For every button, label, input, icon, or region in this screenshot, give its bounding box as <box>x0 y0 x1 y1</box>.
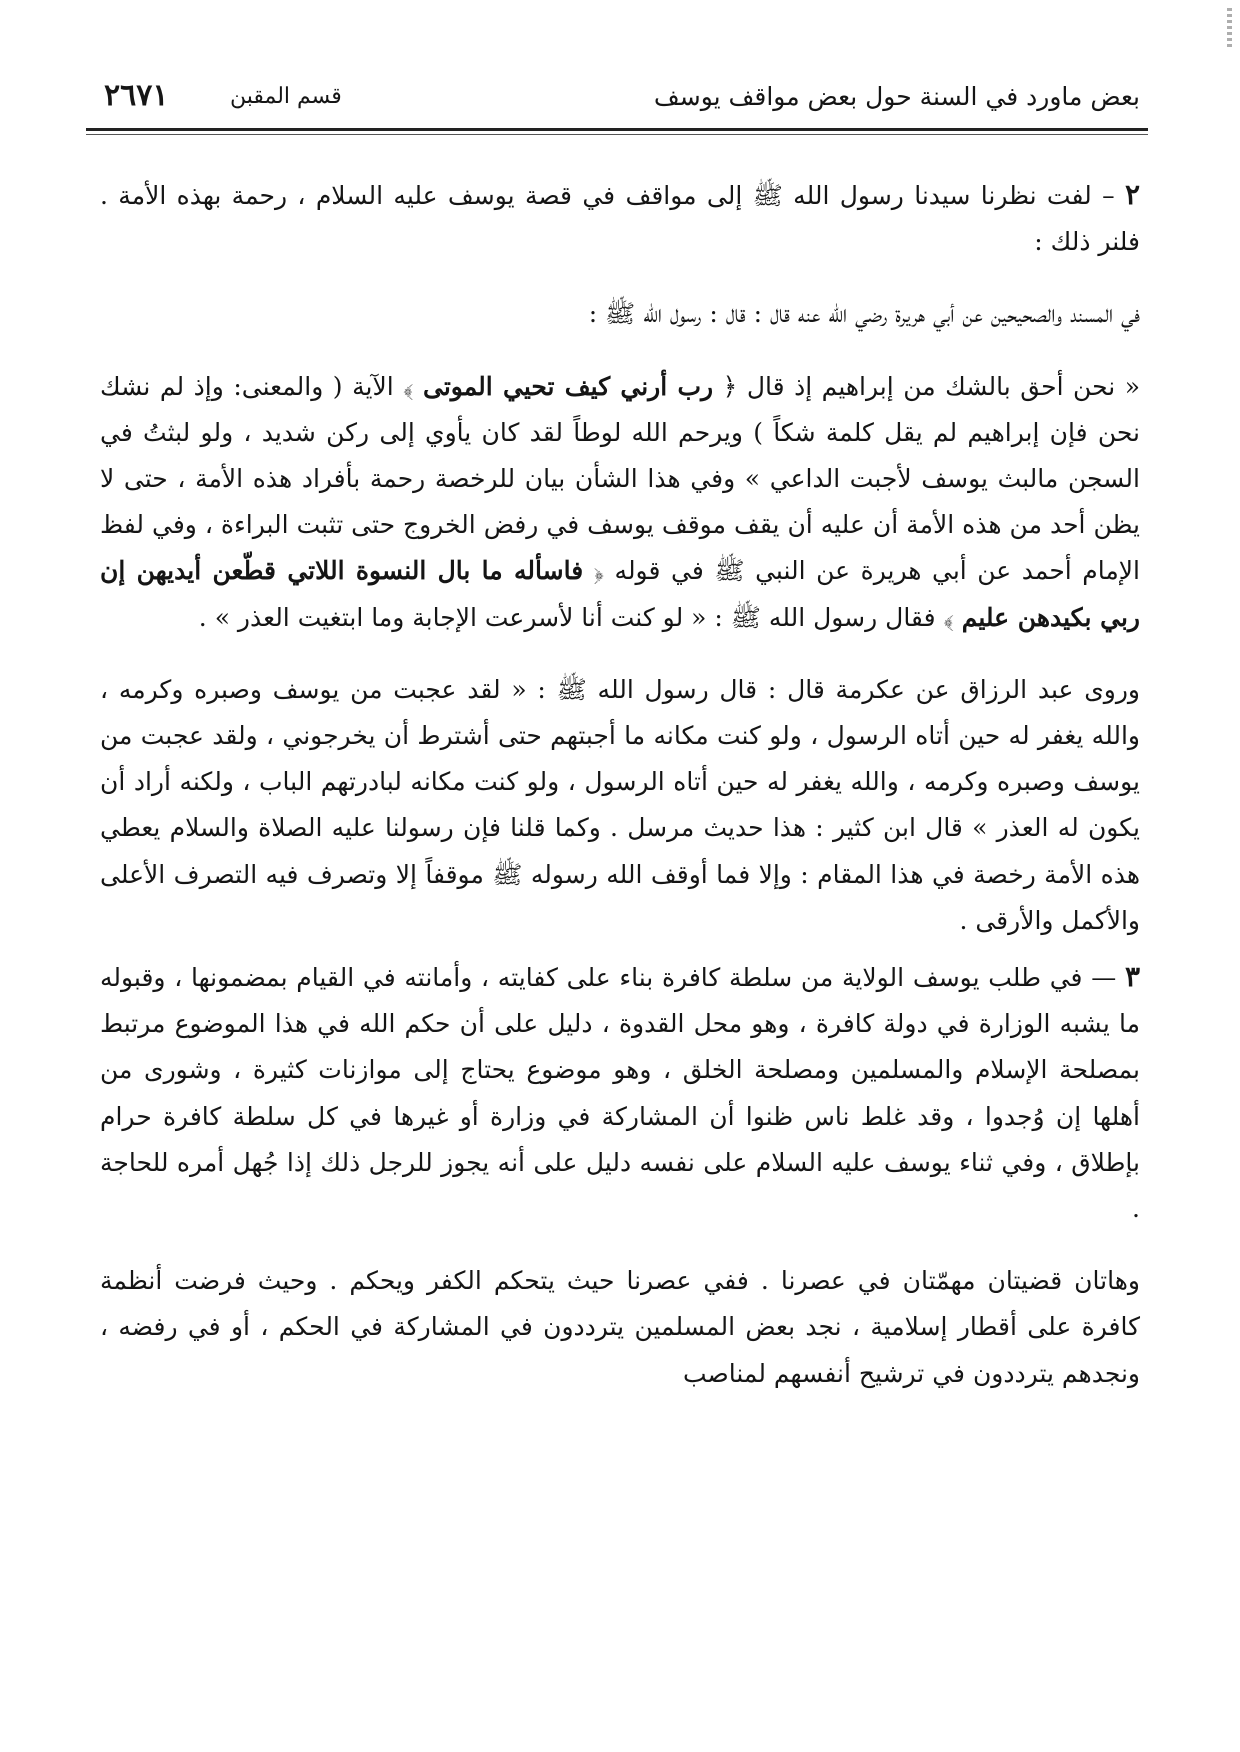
paragraph-text: في المسند والصحيحين عن أبي هريرة رضي الله عنه قال : قال : رسول الله ﷺ : <box>588 299 1140 329</box>
section-name: قسم المقبن <box>230 84 342 109</box>
quran-verse: رب أرني كيف تحيي الموتى <box>423 371 714 401</box>
paragraph-abdulrazzaq <box>100 667 1140 944</box>
paragraph-point-3 <box>100 954 1140 1232</box>
binding-mark <box>1227 8 1232 50</box>
paragraph-point-2 <box>100 172 1140 265</box>
paragraph-text: – لفت نظرنا سيدنا رسول الله ﷺ إلى مواقف في قصة يوسف عليه السلام ، رحمة بهذه الأمة . فلنر ذلك : <box>100 181 1140 257</box>
body-text <box>100 172 1140 1397</box>
paragraph-text: — في طلب يوسف الولاية من سلطة كافرة بناء على كفايته ، وأمانته في القيام بمضمونها ، وقبوله ما يشبه الوزارة في دولة كافرة ، وهو محل القدوة ، دليل على أن حكم الله في هذا الموضوع مرتبط بمصلحة الإسلام والمسلمين ومصلحة الخلق ، وهو موضوع يحتاج إلى موازنات كثيرة ، وشورى من أهلها إن وُجدوا ، وقد غلط ناس ظنوا أن المشاركة في وزارة أو غيرها في كل سلطة كافرة حرام بإطلاق ، وفي ثناء يوسف عليه السلام على نفسه دليل على أنه يجوز للرجل ذلك إذا جُهل أمره للحاجة . <box>100 963 1140 1224</box>
paragraph-text: ﴾ فقال رسول الله ﷺ : « لو كنت أنا لأسرعت الإجابة وما ابتغيت العذر » . <box>198 602 962 632</box>
point-number: ٢ <box>1124 178 1140 211</box>
quran-verse: فاسأله ما بال النسوة اللاتي قطّعن أيديهن إن ربي بكيدهن عليم <box>100 556 1140 632</box>
page-number: ٢٦٧١ <box>104 78 169 113</box>
page-header <box>90 76 1140 126</box>
paragraph-hadith-intro <box>100 291 1140 337</box>
running-title: بعض ماورد في السنة حول بعض مواقف يوسف <box>653 82 1140 111</box>
paragraph-contemporary <box>100 1258 1140 1397</box>
header-rule <box>86 128 1148 131</box>
paragraph-text: وهاتان قضيتان مهمّتان في عصرنا . ففي عصرنا حيث يتحكم الكفر ويحكم . وحيث فرضت أنظمة كافرة على أقطار إسلامية ، نجد بعض المسلمين يترددون في المشاركة في الحكم ، أو في رفضه ، ونجدهم يترددون في ترشيح أنفسهم لمناصب <box>100 1266 1140 1388</box>
paragraph-text: « نحن أحق بالشك من إبراهيم إذ قال ﴿ <box>713 371 1141 401</box>
paragraph-text: ﴾ الآية ( والمعنى: وإذ لم نشك نحن فإن إبراهيم لم يقل كلمة شكاً ) ويرحم الله لوطاً لقد كان يأوي إلى ركن شديد ، ولو لبثتُ في السجن مالبث يوسف لأجبت الداعي » وفي هذا الشأن بيان للرخصة رحمة بأفراد هذه الأمة ، حتى لا يظن أحد من هذه الأمة أن عليه أن يقف موقف يوسف في رفض الخروج حتى تثبت البراءة ، وفي لفظ الإمام أحمد عن أبي هريرة عن النبي ﷺ في قوله ﴿ <box>100 371 1140 586</box>
point-number: ٣ <box>1124 960 1140 994</box>
header-rule-thin <box>86 134 1148 135</box>
paragraph-hadith <box>100 364 1140 641</box>
paragraph-text: وروى عبد الرزاق عن عكرمة قال : قال رسول الله ﷺ : « لقد عجبت من يوسف وصبره وكرمه ، والله يغفر له حين أتاه الرسول ، ولو كنت مكانه ما أجبتهم حتى أشترط أن يخرجوني ، ولقد عجبت من يوسف وصبره وكرمه ، والله يغفر له حين أتاه الرسول ، ولو كنت مكانه لبادرتهم الباب ، ولكنه أراد أن يكون له العذر » قال ابن كثير : هذا حديث مرسل . وكما قلنا فإن رسولنا عليه الصلاة والسلام يعطي هذه الأمة رخصة في هذا المقام : وإلا فما أوقف الله رسوله ﷺ موقفاً إلا وتصرف فيه التصرف الأعلى والأكمل والأرقى . <box>100 674 1140 935</box>
